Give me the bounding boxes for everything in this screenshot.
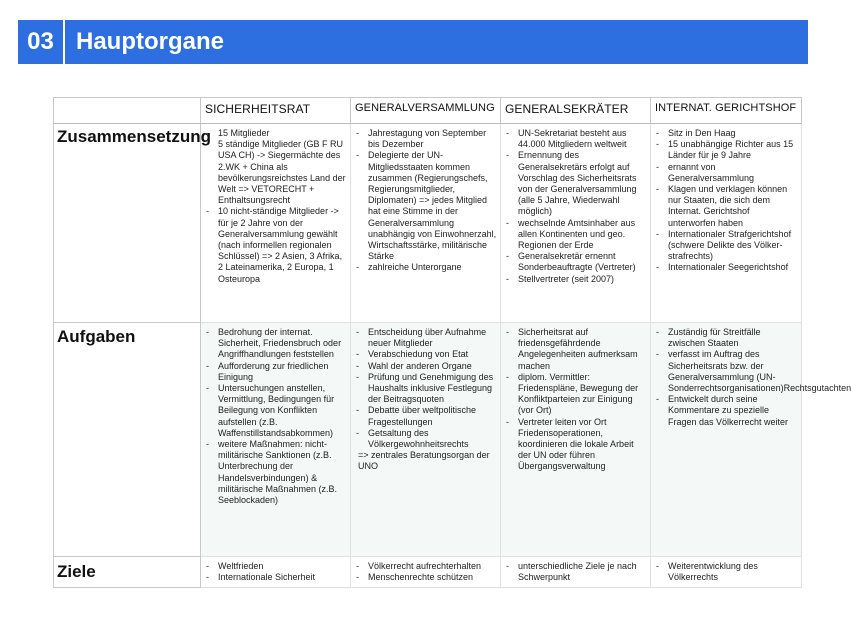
table-cell [501,124,651,323]
row-label: Ziele [54,557,201,588]
table-cell [201,323,351,557]
table-cell [501,323,651,557]
list-item: - Getsaltung des Völkergewohnheitsrechts [356,428,498,450]
list-item: - 5 ständige Mitglieder (GB F RU USA CH) -> Siegermächte des 2.WK + China als bevölkerungsreichstes Land der Welt => VETORECHT + Enthaltsungsrecht [206,139,348,206]
list-item: - Internationale Sicherheit [206,572,348,583]
list-item: - Völkerrecht aufrechterhalten [356,561,498,572]
list-item: - zahlreiche Unterorgane [356,262,498,273]
column-header-generalsekretaer: GENERALSEKRÄTER [501,98,651,124]
bullet-list [206,561,348,583]
list-item: - Wahl der anderen Organe [356,361,498,372]
table-header-row [54,98,802,124]
bullet-list [656,561,799,583]
list-item: - ernannt von Generalversammlung [656,162,799,184]
bullet-list [506,128,648,285]
list-item: - Aufforderung zur friedlichen Einigung [206,361,348,383]
list-item: - Internationaler Seegerichtshof [656,262,799,273]
list-item: - unterschiedliche Ziele je nach Schwerpunkt [506,561,648,583]
table-cell [351,557,501,588]
list-item: - Delegierte der UN-Mitgliedsstaaten kommen zusammen (Regierungschefs, Regierungsmitglieder, Diplomaten) => jedes Mitglied hat eine Stimme in der Generalversammlung unabhängig von Einwohnerzahl, Wirtschaftsstärke, militärische Stärke [356,150,498,262]
list-item: - weitere Maßnahmen: nicht-militärische Sanktionen (z.B. Unterbrechung der Handelsverbindungen) & militärische Maßnahmen (z.B. Seeblockaden) [206,439,348,506]
bullet-list [206,128,348,285]
table-cell [651,557,802,588]
list-item: - Entwickelt durch seine Kommentare zu spezielle Fragen das Völkerrecht weiter [656,394,799,428]
list-item: - 10 nicht-ständige Mitglieder -> für je 2 Jahre von der Generalversammlung gewählt (nach informellen regionalen Schlüssel) => 2 Asien, 3 Afrika, 2 Lateinamerika, 2 Europa, 1 Osteuropa [206,206,348,284]
table-row-ziele [54,557,802,588]
list-item: - Zuständig für Streitfälle zwischen Staaten [656,327,799,349]
table-cell [351,124,501,323]
table-row-aufgaben [54,323,802,557]
list-item: - diplom. Vermittler: Friedenspläne, Bewegung der Konfliktparteien zur Einigung (vor Ort) [506,372,648,417]
list-item: - Vertreter leiten vor Ort Friedensoperationen, koordinieren die lokale Arbeit der UN oder führen Übergangsverwaltung [506,417,648,473]
list-item-note: => zentrales Beratungsorgan der UNO [358,450,490,472]
table-cell [501,557,651,588]
row-label: Aufgaben [54,323,201,557]
table-cell [351,323,501,557]
organs-table [53,97,851,588]
list-item: - Jahrestagung von September bis Dezember [356,128,498,150]
bullet-list [656,128,799,274]
bullet-list [356,561,498,583]
list-item: - wechselnde Amtsinhaber aus allen Kontinenten und geo. Regionen der Erde [506,218,648,252]
section-header [18,20,808,64]
table-row-zusammensetzung [54,124,802,323]
list-item: - Stellvertreter (seit 2007) [506,274,648,285]
list-item: - Sitz in Den Haag [656,128,799,139]
list-item: - Weltfrieden [206,561,348,572]
bullet-list [356,327,498,473]
column-header-gerichtshof: INTERNAT. GERICHTSHOF [651,98,802,124]
table-cell [651,323,851,557]
list-item: - Debatte über weltpolitische Fragestellungen [356,405,498,427]
row-label: Zusammensetzung [54,124,201,323]
list-item: - verfasst im Auftrag des Sicherheitsrats bzw. der Generalversammlung (UN-Sonderrechtsorganisationen)Rechtsgutachten [656,349,799,394]
list-item: - Prüfung und Genehmigung des Haushalts inklusive Festlegung der Beitragsquoten [356,372,498,406]
list-item: - Menschenrechte schützen [356,572,498,583]
corner-cell [54,98,201,124]
list-item: - Klagen und verklagen können nur Staaten, die sich dem Internat. Gerichtshof unterworfen haben [656,184,799,229]
list-item: - Bedrohung der internat. Sicherheit, Friedensbruch oder Angriffhandlungen feststellen [206,327,348,361]
list-item: - Generalsekretär ernennt Sonderbeauftragte (Vertreter) [506,251,648,273]
bullet-list [206,327,348,506]
list-item: - UN-Sekretariat besteht aus 44.000 Mitgliedern weltweit [506,128,648,150]
list-item: - Weiterentwicklung des Völkerrechts [656,561,799,583]
list-item: - Ernennung des Generalsekretärs erfolgt auf Vorschlag des Sicherheitsrats von der Generalversammlung (alle 5 Jahre, Wiederwahl möglich) [506,150,648,217]
column-header-generalversammlung: GENERALVERSAMMLUNG [351,98,501,124]
list-item: - Internationaler Strafgerichtshof (schwere Delikte des Völker-strafrechts) [656,229,799,263]
list-item: - Untersuchungen anstellen, Vermittlung, Bedingungen für Beilegung von Konflikten aufstellen (z.B. Waffenstillstandsabkommen) [206,383,348,439]
column-header-sicherheitsrat: SICHERHEITSRAT [201,98,351,124]
bullet-list [356,128,498,274]
list-item: - Verabschiedung von Etat [356,349,498,360]
list-item: - Sicherheitsrat auf friedensgefährdende Angelegenheiten aufmerksam machen [506,327,648,372]
bullet-list [656,327,851,428]
table-cell [201,557,351,588]
bullet-list [506,327,648,473]
list-item: - 15 Mitglieder [206,128,348,139]
list-item: - 15 unabhängige Richter aus 15 Länder für je 9 Jahre [656,139,799,161]
table-cell [201,124,351,323]
list-item: - Entscheidung über Aufnahme neuer Mitglieder [356,327,498,349]
section-title: Hauptorgane [76,28,225,55]
section-number: 03 [18,20,65,64]
table-cell [651,124,802,323]
bullet-list [506,561,648,583]
